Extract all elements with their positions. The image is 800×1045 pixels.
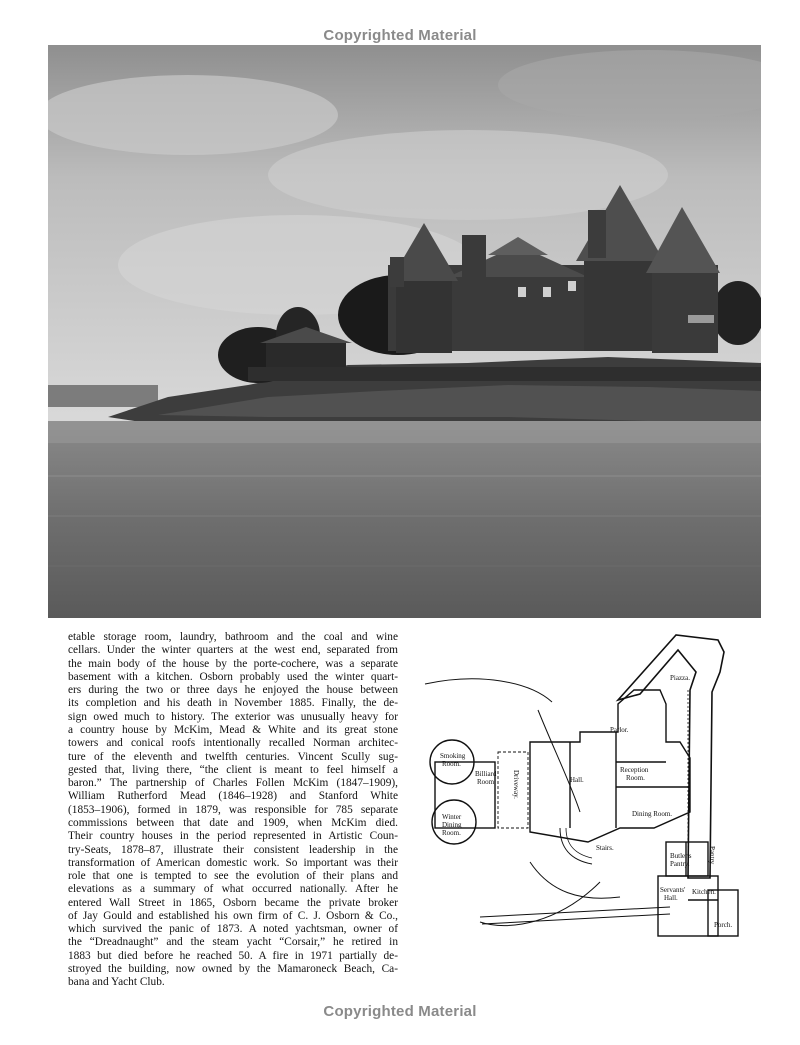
body-line: 1883 but died before he reached 50. A fire in 1971 partially de- — [68, 949, 398, 962]
body-line: of Jay Gould and established his own firm of C. J. Osborn & Co., — [68, 909, 398, 922]
plan-label-reception: Reception — [620, 766, 649, 774]
plan-label-billiard: Billiard — [475, 770, 497, 778]
body-line: which survived the panic of 1873. A noted yachtsman, owner of — [68, 923, 398, 936]
body-line: a country house by McKim, Mead & White and its great stone — [68, 723, 398, 736]
body-line: elevations as a summary of what occurred nationally. After he — [68, 883, 398, 896]
body-line: baron.” The partnership of Charles Follen McKim (1847–1909), — [68, 777, 398, 790]
plan-label-winter-2: Dining — [442, 821, 462, 829]
plan-label-driveway: Driveway. — [512, 770, 520, 799]
copyright-watermark-top: Copyrighted Material — [323, 27, 477, 44]
plan-label-servants-1: Servants' — [660, 886, 686, 894]
plan-label-reception-2: Room. — [626, 774, 645, 782]
body-line: the “Dreadnaught” and the steam yacht “Corsair,” he retired in — [68, 936, 398, 949]
body-line: basement with a kitchen. Osborn probably used the winter quart- — [68, 670, 398, 683]
body-line: towers and conical roofs intentionally recalled Norman architec- — [68, 737, 398, 750]
plan-label-winter-3: Room. — [442, 829, 461, 837]
plan-label-hall: Hall. — [570, 776, 584, 784]
plan-label-winter-1: Winter — [442, 813, 462, 821]
plan-label-parlor: Parlor. — [610, 726, 629, 734]
body-line: entered Wall Street in 1865, Osborn became the private broker — [68, 896, 398, 909]
plan-label-dining: Dining Room. — [632, 810, 673, 818]
plan-label-smoking-2: Room. — [442, 760, 461, 768]
body-line: ture of the eleventh and twelfth centuries. Vincent Scully sug- — [68, 750, 398, 763]
body-line: try-Seats, 1878–87, illustrate their consistent leadership in the — [68, 843, 398, 856]
plan-label-piazza: Piazza. — [670, 674, 691, 682]
plan-label-porch: Porch. — [714, 921, 733, 929]
body-line: cellars. Under the winter quarters at the west end, separated from — [68, 644, 398, 657]
plan-label-billiard-2: Room. — [477, 778, 496, 786]
body-line: William Rutherford Mead (1846–1928) and Stanford White — [68, 790, 398, 803]
plan-label-smoking: Smoking — [440, 752, 466, 760]
body-line: Their country houses in the period represented in Artistic Coun- — [68, 830, 398, 843]
body-line: (1853–1906), formed in 1879, was responsible for 785 separate — [68, 803, 398, 816]
body-line: bana and Yacht Club. — [68, 976, 165, 989]
house-photo — [48, 45, 761, 618]
plan-label-servants-2: Hall. — [664, 894, 678, 902]
body-line: gested that, living there, “the client is meant to feel himself a — [68, 763, 398, 776]
body-line: commissions between that date and 1909, when McKim died. — [68, 816, 398, 829]
plan-label-butlers-2: Pantry. — [670, 860, 690, 868]
body-line: etable storage room, laundry, bathroom and the coal and wine — [68, 631, 398, 643]
body-line: transformation of American domestic work. So important was their — [68, 856, 398, 869]
body-line: ers during the two or three days he enjoyed the house between — [68, 684, 398, 697]
body-line: role that one is tempted to see the evolution of their plans and — [68, 870, 398, 883]
floor-plan — [420, 632, 750, 942]
body-line: its completion and his death in November 1885. Finally, the de- — [68, 697, 398, 710]
body-text — [68, 631, 398, 990]
plan-label-pantry: Pantry — [708, 846, 716, 865]
body-line: sign owed much to history. The exterior was unusually heavy for — [68, 710, 398, 723]
copyright-watermark-bottom: Copyrighted Material — [323, 1003, 477, 1020]
plan-label-stairs: Stairs. — [596, 844, 614, 852]
body-line: stroyed the building, now owned by the Mamaroneck Beach, Ca- — [68, 963, 398, 976]
plan-label-butlers-1: Butler's — [670, 852, 692, 860]
plan-label-kitchen: Kitchen. — [692, 888, 716, 896]
body-line: the main body of the house by the porte-cochere, was a separate — [68, 657, 398, 670]
